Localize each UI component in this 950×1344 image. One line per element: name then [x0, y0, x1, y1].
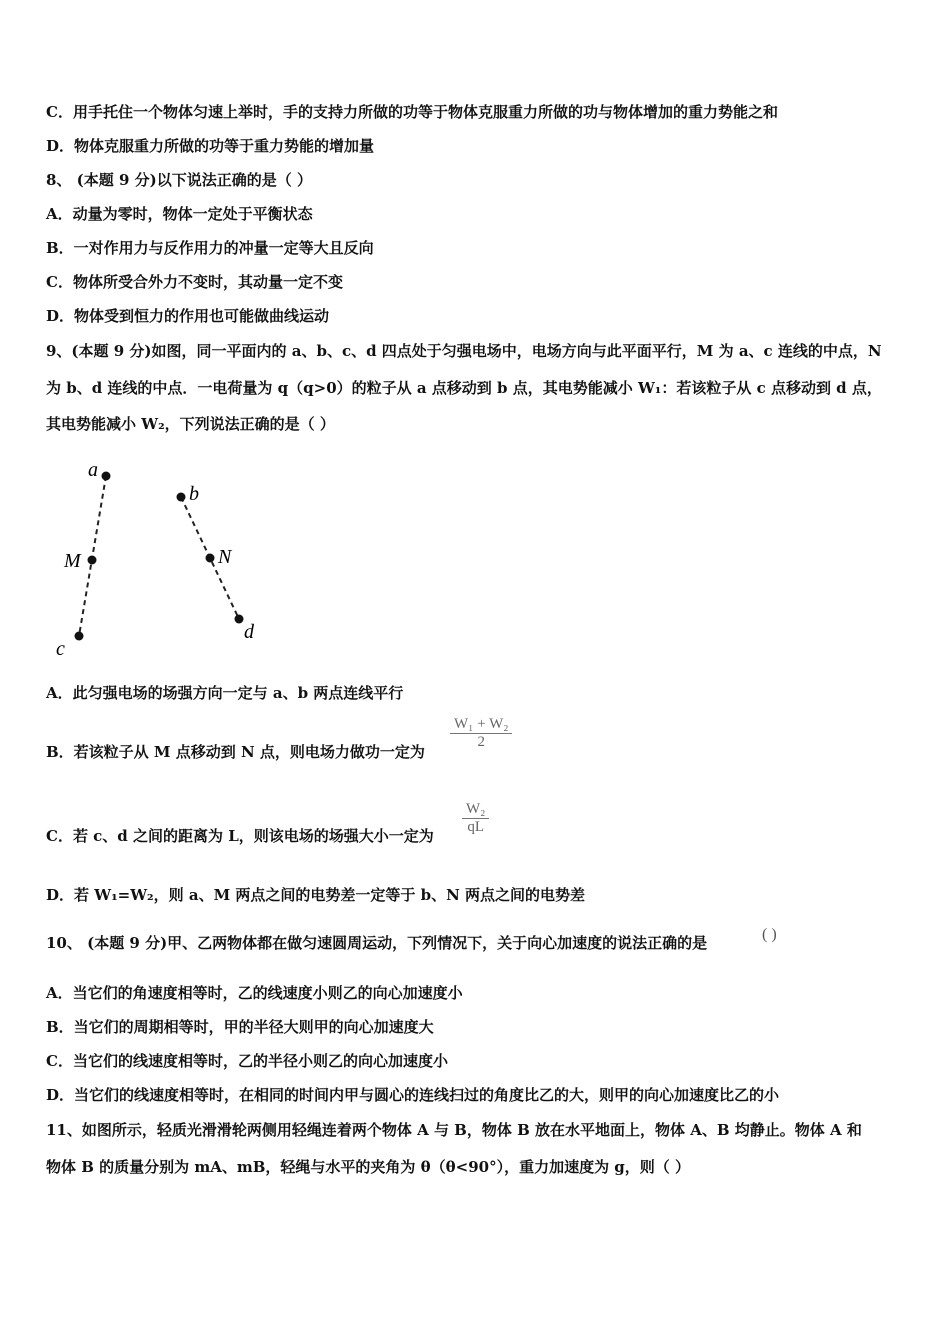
fraction-b-numerator: W₁ + W₂ [450, 716, 512, 734]
label-b: b [189, 483, 199, 505]
fraction-c-denominator: qL [467, 819, 485, 835]
q10-answer-paren: ( ) [762, 926, 777, 943]
q8-stem: 8、 (本题 9 分)以下说法正确的是（ ） [46, 171, 312, 189]
q11-stem-line1: 11、如图所示，轻质光滑滑轮两侧用轻绳连着两个物体 A 与 B，物体 B 放在水平地面上，物体 A、B 均静止。物体 A 和 [46, 1121, 862, 1139]
q8-option-c: C．物体所受合外力不变时，其动量一定不变 [46, 273, 343, 291]
q9-option-a: A．此匀强电场的场强方向一定与 a、b 两点连线平行 [46, 684, 404, 702]
q9-stem-line2: 为 b、d 连线的中点．一电荷量为 q（q>0）的粒子从 a 点移动到 b 点，其电势能减小 W₁：若该粒子从 c 点移动到 d 点， [46, 379, 882, 397]
q8-option-d: D．物体受到恒力的作用也可能做曲线运动 [46, 307, 330, 325]
q9-option-c: C．若 c、d 之间的距离为 L，则该电场的场强大小一定为 [46, 827, 434, 845]
q10-option-d: D．当它们的线速度相等时，在相同的时间内甲与圆心的连线扫过的角度比乙的大，则甲的向心加速度比乙的小 [46, 1086, 780, 1104]
point-d [235, 615, 244, 624]
point-c [75, 632, 84, 641]
q10-option-b: B．当它们的周期相等时，甲的半径大则甲的向心加速度大 [46, 1018, 434, 1036]
q9-option-b: B．若该粒子从 M 点移动到 N 点，则电场力做功一定为 [46, 743, 425, 761]
q10-stem: 10、 (本题 9 分)甲、乙两物体都在做匀速圆周运动，下列情况下，关于向心加速度的说法正确的是 [46, 934, 708, 952]
q8-option-b: B．一对作用力与反作用力的冲量一定等大且反向 [46, 239, 374, 257]
q9-figure [46, 452, 286, 662]
label-a: a [88, 459, 98, 481]
fraction-w1-plus-w2-over-2 [450, 716, 512, 751]
q9-option-d: D．若 W₁=W₂，则 a、M 两点之间的电势差一定等于 b、N 两点之间的电势差 [46, 886, 586, 904]
q9-stem-line1: 9、(本题 9 分)如图，同一平面内的 a、b、c、d 四点处于匀强电场中，电场方向与此平面平行，M 为 a、c 连线的中点，N [46, 342, 882, 360]
label-d: d [244, 621, 254, 643]
label-c: c [56, 638, 65, 660]
label-M: M [64, 550, 81, 572]
fraction-c-numerator: W₂ [462, 801, 489, 819]
q9-stem-line3: 其电势能减小 W₂，下列说法正确的是（ ） [46, 415, 335, 433]
q7-option-c: C．用手托住一个物体匀速上举时，手的支持力所做的功等于物体克服重力所做的功与物体增加的重力势能之和 [46, 103, 778, 121]
fraction-w2-over-qL [462, 801, 489, 836]
q8-option-a: A．动量为零时，物体一定处于平衡状态 [46, 205, 313, 223]
fraction-b-denominator: 2 [477, 734, 485, 750]
point-M [88, 556, 97, 565]
q11-stem-line2: 物体 B 的质量分别为 mA、mB，轻绳与水平的夹角为 θ（θ<90°），重力加速度为 g，则（ ） [46, 1158, 691, 1176]
point-a [102, 472, 111, 481]
point-N [206, 554, 215, 563]
q10-option-c: C．当它们的线速度相等时，乙的半径小则乙的向心加速度小 [46, 1052, 448, 1070]
point-b [177, 493, 186, 502]
q7-option-d: D．物体克服重力所做的功等于重力势能的增加量 [46, 137, 375, 155]
label-N: N [218, 546, 232, 568]
q10-option-a: A．当它们的角速度相等时，乙的线速度小则乙的向心加速度小 [46, 984, 463, 1002]
